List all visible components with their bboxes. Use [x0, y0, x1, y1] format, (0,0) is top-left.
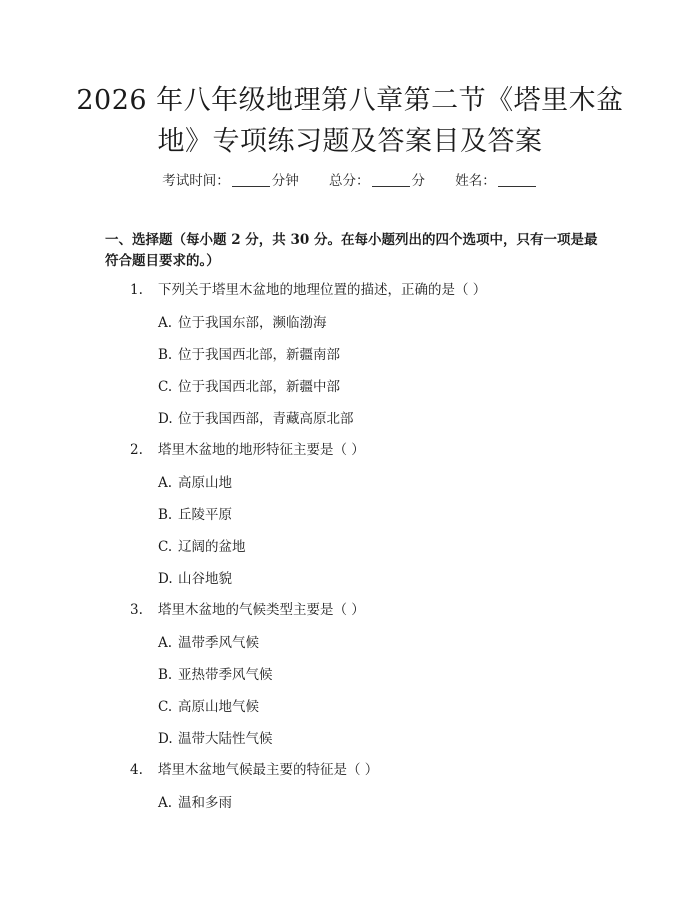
page-title	[60, 80, 640, 162]
option-text: 丘陵平原	[178, 507, 232, 523]
question-number: 1.	[130, 282, 143, 298]
total-score	[329, 173, 429, 189]
question-3	[130, 601, 365, 619]
student-name	[455, 173, 538, 189]
exam-time-unit: 分钟	[271, 173, 299, 189]
exam-time	[162, 173, 303, 189]
option-3d	[158, 730, 273, 748]
option-text: 高原山地气候	[178, 699, 259, 715]
question-2	[130, 441, 365, 459]
option-letter: B.	[158, 667, 173, 683]
option-text: 温带大陆性气候	[178, 731, 273, 747]
option-letter: C.	[158, 699, 173, 715]
title-line-1: 2026 年八年级地理第八章第二节《塔里木盆	[76, 85, 624, 116]
exam-time-blank	[232, 174, 270, 187]
option-text: 亚热带季风气候	[178, 667, 273, 683]
option-text: 温和多雨	[178, 795, 232, 811]
option-letter: B.	[158, 347, 173, 363]
exam-info	[0, 169, 700, 189]
question-number: 2.	[130, 442, 143, 458]
name-blank	[498, 174, 536, 187]
option-text: 温带季风气候	[178, 635, 259, 651]
question-text: 下列关于塔里木盆地的地理位置的描述，正确的是（ ）	[158, 282, 487, 298]
total-score-label: 总分：	[329, 173, 370, 189]
option-2a	[158, 474, 232, 492]
option-text: 位于我国西北部，新疆中部	[178, 379, 340, 395]
option-1b	[158, 346, 340, 364]
name-label: 姓名：	[455, 173, 496, 189]
question-number: 3.	[130, 602, 143, 618]
option-1d	[158, 410, 354, 428]
option-letter: A.	[158, 635, 173, 651]
option-2d	[158, 570, 232, 588]
option-3b	[158, 666, 273, 684]
option-1a	[158, 314, 327, 332]
option-1c	[158, 378, 340, 396]
option-text: 山谷地貌	[178, 571, 232, 587]
total-score-unit: 分	[411, 173, 425, 189]
option-letter: D.	[158, 731, 173, 747]
option-2c	[158, 538, 246, 556]
option-letter: C.	[158, 379, 173, 395]
title-line-2: 地》专项练习题及答案目及答案	[157, 126, 543, 157]
option-3c	[158, 698, 259, 716]
option-text: 位于我国西北部，新疆南部	[178, 347, 340, 363]
question-text: 塔里木盆地气候最主要的特征是（ ）	[158, 762, 379, 778]
option-letter: B.	[158, 507, 173, 523]
exam-time-label: 考试时间：	[162, 173, 230, 189]
option-4a	[158, 794, 232, 812]
question-number: 4.	[130, 762, 143, 778]
option-letter: C.	[158, 539, 173, 555]
option-3a	[158, 634, 259, 652]
option-letter: A.	[158, 475, 173, 491]
option-text: 辽阔的盆地	[178, 539, 246, 555]
option-letter: D.	[158, 411, 173, 427]
total-score-blank	[372, 174, 410, 187]
option-letter: A.	[158, 315, 173, 331]
question-1	[130, 281, 486, 299]
option-text: 位于我国西部，青藏高原北部	[178, 411, 354, 427]
option-2b	[158, 506, 232, 524]
section-title: 一、选择题（每小题 2 分，共 30 分。在每小题列出的四个选项中，只有一项是最符合题目要求的。）	[105, 232, 598, 269]
option-text: 位于我国东部，濒临渤海	[178, 315, 327, 331]
option-letter: D.	[158, 571, 173, 587]
option-text: 高原山地	[178, 475, 232, 491]
question-text: 塔里木盆地的地形特征主要是（ ）	[158, 442, 365, 458]
question-4	[130, 761, 378, 779]
option-letter: A.	[158, 795, 173, 811]
question-text: 塔里木盆地的气候类型主要是（ ）	[158, 602, 365, 618]
